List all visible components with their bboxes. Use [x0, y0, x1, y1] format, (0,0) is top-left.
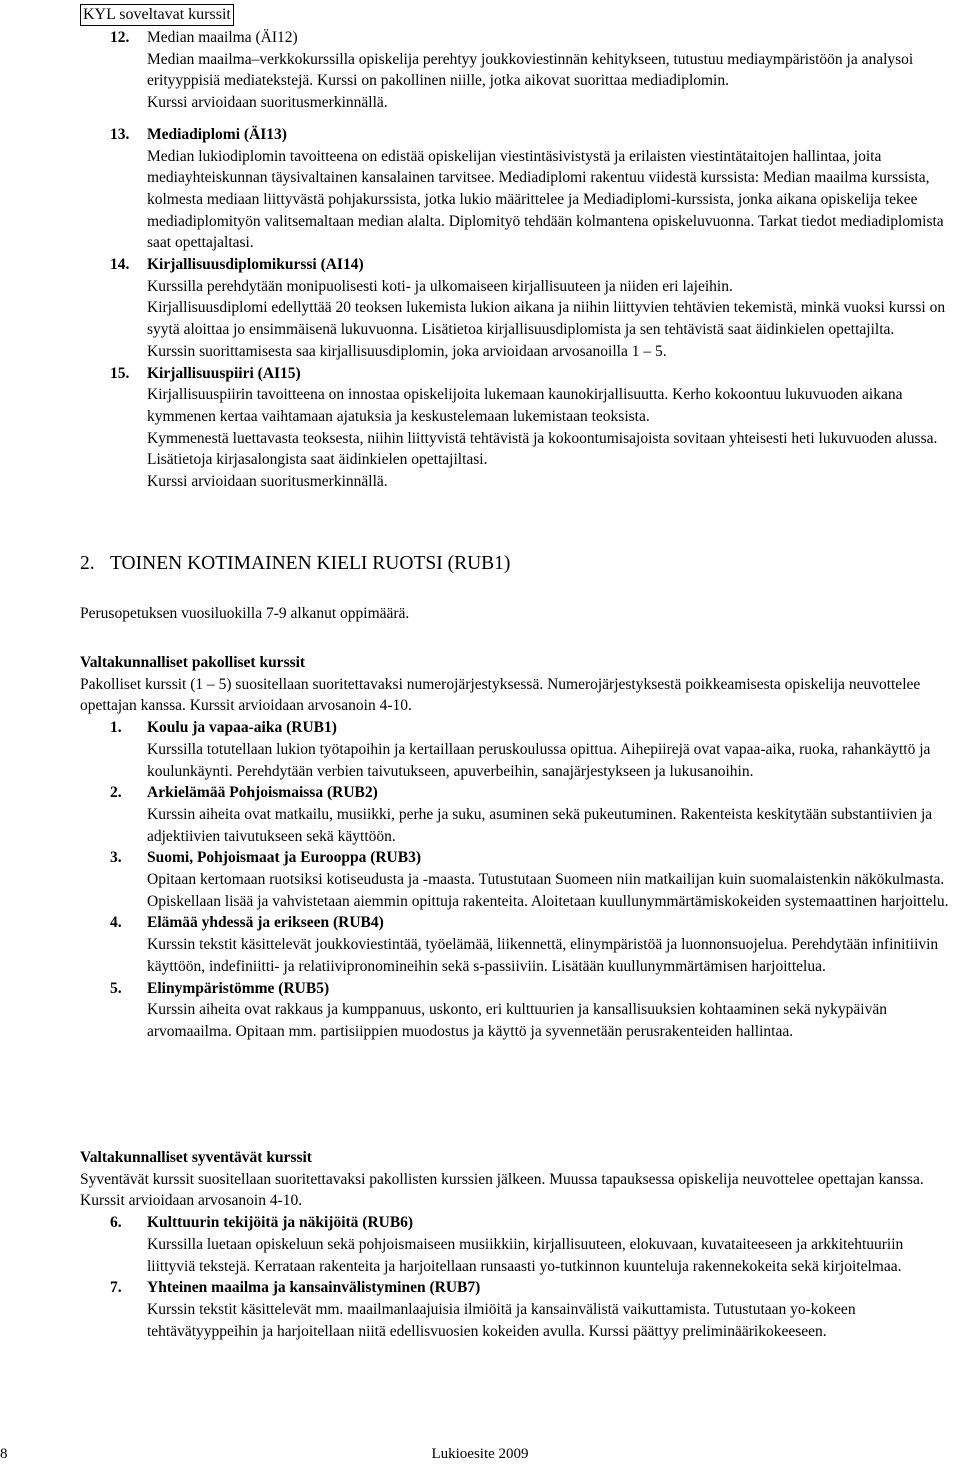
course-number: 6. — [110, 1214, 122, 1232]
course-text: Kurssi arvioidaan suoritusmerkinnällä. — [147, 94, 388, 112]
course-title: Yhteinen maailma ja kansainvälistyminen (RUB7) — [147, 1279, 481, 1297]
course-title: Kulttuurin tekijöitä ja näkijöitä (RUB6) — [147, 1214, 414, 1232]
compulsory-section — [80, 652, 955, 1043]
course-text: Kirjallisuuspiirin tavoitteena on innostaa opiskelijoita lukemaan kaunokirjallisuutta. Kerho kokoontuu lukuvuoden aikana kymmenen kertaa vaihtamaan ajatuksia ja keskustelemaan lukemistaan teoksista. — [147, 386, 903, 425]
page-number: 8 — [0, 1446, 8, 1462]
course-title: Arkielämää Pohjoismaissa (RUB2) — [147, 784, 378, 802]
course-rub3 — [80, 847, 955, 912]
footer-title: Lukioesite 2009 — [431, 1446, 529, 1462]
course-number: 2. — [110, 784, 122, 802]
course-title: Kirjallisuuspiiri (AI15) — [147, 364, 301, 382]
course-12 — [80, 27, 955, 114]
course-number: 13. — [110, 125, 130, 143]
course-number: 7. — [110, 1279, 122, 1297]
advanced-section — [80, 1147, 955, 1342]
course-13 — [80, 124, 955, 254]
course-text: Kurssin aiheita ovat rakkaus ja kumppanuus, uskonto, eri kulttuurien ja kansallisuuksien kohtaaminen sekä nykypäivän arvomaailma. Opitaan mm. partisiippien muodostus ja käyttö ja syvennetään perusrakenteiden hallintaa. — [147, 1001, 887, 1040]
course-title: Koulu ja vapaa-aika (RUB1) — [147, 719, 337, 737]
course-text: Kurssilla perehdytään monipuolisesti koti- ja ulkomaiseen kirjallisuuteen ja niiden eri lajeihin. — [147, 277, 733, 295]
compulsory-text: Pakolliset kurssit (1 – 5) suositellaan suoritettavaksi numerojärjestyksessä. Numerojärjestyksestä poikkeamisesta opiskelija neuvottelee opettajan kanssa. Kurssit arvioidaan arvosanoin 4-10. — [80, 675, 921, 715]
course-rub4 — [80, 912, 955, 977]
advanced-text: Syventävät kurssit suositellaan suoritettavaksi pakollisten kurssien jälkeen. Muussa tapauksessa opiskelija neuvottelee opettajan kanssa. Kurssit arvioidaan arvosanoin 4-10. — [80, 1170, 924, 1210]
course-title: Elämää yhdessä ja erikseen (RUB4) — [147, 914, 384, 932]
course-title: Median maailma (ÄI12) — [147, 29, 298, 46]
section2-heading — [80, 552, 510, 576]
compulsory-heading: Valtakunnalliset pakolliset kurssit — [80, 654, 306, 671]
course-rub5 — [80, 978, 955, 1043]
intro-text: Perusopetuksen vuosiluokilla 7-9 alkanut oppimäärä. — [80, 605, 410, 622]
course-title: Elinympäristömme (RUB5) — [147, 979, 330, 997]
course-rub2 — [80, 782, 955, 847]
course-text: Kurssin tekstit käsittelevät mm. maailmanlaajuisia ilmiöitä ja kansainvälistä vaikuttamista. Tutustutaan yo-kokeen tehtävätyyppeihin ja harjoitellaan niitä edellisvuosien kokeiden avulla. Kurssi päättyy preliminäärikokeeseen. — [147, 1300, 856, 1340]
course-rub6 — [80, 1212, 955, 1277]
course-14 — [80, 254, 955, 363]
advanced-heading: Valtakunnalliset syventävät kurssit — [80, 1149, 312, 1166]
course-number: 5. — [110, 979, 122, 997]
course-title: Mediadiplomi (ÄI13) — [147, 125, 287, 143]
course-text: Kirjallisuusdiplomi edellyttää 20 teoksen lukemista lukion aikana ja niihin liittyvien tehtävien tekemistä, minkä vuoksi kurssi on syytä aloittaa jo ensimmäisenä lukuvuonna. Lisätietoa kirjallisuusdiplomista ja sen tehtävistä saat äidinkielen opettajilta. — [147, 299, 946, 339]
course-text: Kurssilla totutellaan lukion työtapoihin ja kertaillaan peruskoulussa opittua. Aihepiirejä ovat vapaa-aika, ruoka, rahankäyttö ja koulunkäynti. Perehdytään verbien taivutukseen, apuverbeihin, sanajärjestykseen ja lukusanoihin. — [147, 740, 931, 780]
course-text: Kurssin tekstit käsittelevät joukkoviestintää, työelämää, liikennettä, elinympäristöä ja luonnonsuojelua. Perehdytään infinitiivin käyttöön, indefiniitti- ja relatiivipronomineihin sekä s-passiiviin. Lisätään kuullunymmärtämisen harjoittelua. — [147, 936, 939, 975]
section-title: TOINEN KOTIMAINEN KIELI RUOTSI (RUB1) — [110, 553, 511, 574]
course-number: 4. — [110, 914, 122, 932]
course-rub1 — [80, 717, 955, 782]
course-15 — [80, 363, 955, 493]
section-number: 2. — [80, 553, 95, 574]
course-title: Suomi, Pohjoismaat ja Eurooppa (RUB3) — [147, 849, 422, 867]
course-text: Median maailma–verkkokurssilla opiskelija perehtyy joukkoviestinnän kehitykseen, tutustuu mediaympäristöön ja analysoi erityyppisiä mediatekstejä. Kurssi on pakollinen niille, jotka aikovat suorittaa mediadiplomin. — [147, 50, 914, 90]
course-number: 15. — [110, 364, 130, 382]
course-text: Kymmenestä luettavasta teoksesta, niihin liittyvistä tehtävistä ja kokoontumisajoista sovitaan yhteisesti heti lukuvuoden alussa. Lisätietoja kirjasalongista saat äidinkielen opettajiltasi. — [147, 429, 938, 469]
header-title: KYL soveltavat kurssit — [80, 4, 234, 26]
course-number: 1. — [110, 719, 122, 737]
course-text: Kurssin aiheita ovat matkailu, musiikki, perhe ja suku, asuminen sekä pukeutuminen. Rakenteista keskitytään substantiivien ja adjektiivien taivutukseen sekä käyttöön. — [147, 805, 933, 845]
course-number: 12. — [110, 29, 130, 46]
course-text: Kurssi arvioidaan suoritusmerkinnällä. — [147, 473, 388, 491]
course-text: Opitaan kertomaan ruotsiksi kotiseudusta ja -maasta. Tutustutaan Suomeen niin matkailijan kuin suomalaistenkin näkökulmasta. Opiskellaan lisää ja vahvistetaan aiemmin opittuja rakenteita. Aloitetaan kuullunymmärtämiskokeiden systemaattinen harjoittelu. — [147, 871, 949, 910]
course-number: 3. — [110, 849, 122, 867]
section1-courses — [80, 27, 955, 493]
course-text: Kurssin suorittamisesta saa kirjallisuusdiplomin, joka arvioidaan arvosanoilla 1 – 5. — [147, 342, 667, 360]
course-rub7 — [80, 1277, 955, 1342]
course-text: Median lukiodiplomin tavoitteena on edistää opiskelijan viestintäsivistystä ja erilaisten viestintätaitojen hallintaa, joita mediayhteiskunnan täysivaltainen kansalainen tarvitsee. Mediadiplomi rakentuu viidestä kurssista: Median maailma kurssista, kolmesta mediaan liittyvästä pohjakurssista, jotka lukio määrittelee ja Mediadiplomi-kurssista, jonka aikana opiskelija tekee mediadiplomityön valitsemaltaan median alalta. Diplomityö tehdään kolmantena opiskeluvuonna. Tarkat tiedot mediadiplomista saat opettajaltasi. — [147, 147, 944, 252]
course-number: 14. — [110, 256, 130, 274]
course-text: Kurssilla luetaan opiskeluun sekä pohjoismaiseen musiikkiin, kirjallisuuteen, elokuvaan, kuvataiteeseen ja arkkitehtuuriin liittyviä tekstejä. Kerrataan rakenteita ja harjoitellaan runsaasti yo-tutkinnon kuunteluja rakennekokeita sekä kirjoitelmaa. — [147, 1235, 904, 1275]
course-title: Kirjallisuusdiplomikurssi (AI14) — [147, 256, 364, 274]
